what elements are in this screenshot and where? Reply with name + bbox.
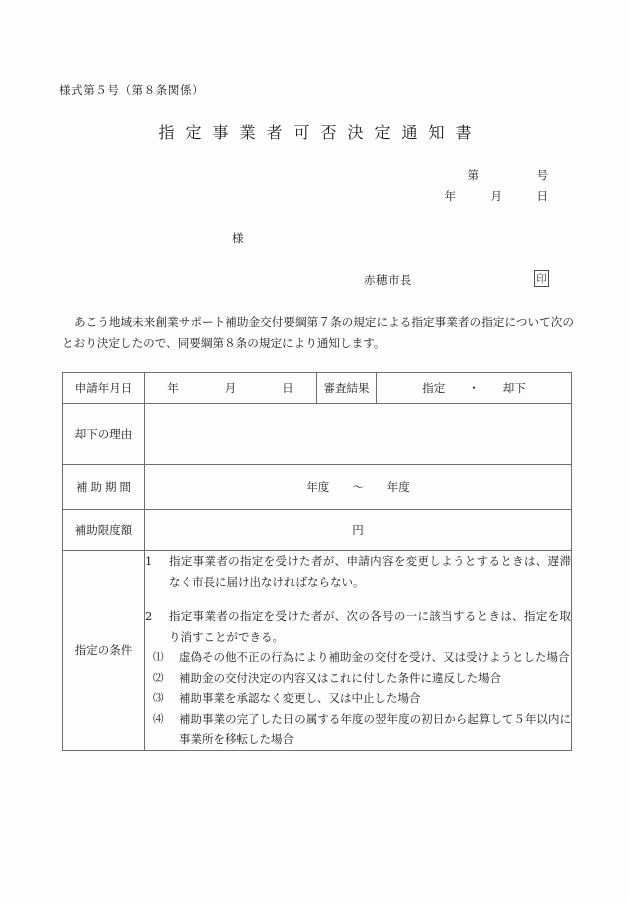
body-paragraph: あこう地域未来創業サポート補助金交付要綱第７条の規定による指定事業者の指定について次のとおり決定したので、同要綱第８条の規定により通知します。 [62, 315, 574, 350]
designation-conditions-label: 指定の条件 [63, 551, 145, 751]
condition-sub-4-number: ⑷ [153, 712, 164, 725]
condition-item-2 [145, 606, 571, 647]
table-row [63, 510, 572, 551]
designation-conditions-content [145, 551, 572, 751]
condition-sub-4 [145, 709, 571, 750]
application-date-label: 申請年月日 [63, 373, 145, 404]
condition-sub-2-number: ⑵ [153, 671, 164, 684]
reference-number: 第 号 [467, 168, 548, 182]
document-title: 指定事業者可否決定通知書 [158, 123, 483, 142]
condition-sub-3-text: 補助事業を承認なく変更し、又は中止した場合 [179, 691, 421, 705]
table-row [63, 404, 572, 465]
issuer-name: 赤穂市長 [364, 273, 412, 287]
decision-table [62, 372, 572, 751]
table-row [63, 465, 572, 510]
condition-item-1-text: 指定事業者の指定を受けた者が、申請内容を変更しようとするときは、遅滞なく市長に届け出なければならない。 [169, 554, 571, 589]
form-number: 様式第５号（第８条関係） [59, 83, 205, 97]
seal-icon: 印 [534, 270, 549, 287]
reference-block [330, 165, 560, 207]
addressee-honorific: 様 [232, 231, 244, 245]
subsidy-period-value[interactable]: 年度 ～ 年度 [145, 465, 572, 510]
condition-item-1 [145, 551, 571, 592]
table-row [63, 551, 572, 751]
subsidy-limit-value[interactable]: 円 [145, 510, 572, 551]
condition-item-2-text: 指定事業者の指定を受けた者が、次の各号の一に該当するときは、指定を取り消すことができる。 [169, 609, 571, 644]
subsidy-limit-label: 補助限度額 [63, 510, 145, 551]
application-date-value[interactable]: 年 月 日 [145, 373, 317, 404]
issue-date: 年 月 日 [444, 189, 548, 203]
table-row [63, 373, 572, 404]
review-result-label: 審査結果 [317, 373, 377, 404]
condition-sub-2 [145, 668, 571, 689]
condition-sub-3-number: ⑶ [153, 692, 164, 704]
rejection-reason-label: 却下の理由 [63, 404, 145, 465]
subsidy-period-label: 補助期間 [63, 465, 145, 510]
condition-item-1-number: 1 [145, 554, 153, 568]
review-result-options[interactable]: 指定 ・ 却下 [377, 373, 572, 404]
condition-sub-1 [145, 647, 571, 668]
condition-sub-1-number: ⑴ [153, 651, 164, 663]
condition-item-2-number: 2 [145, 609, 153, 623]
issuer-row [364, 270, 564, 292]
condition-spacer [145, 592, 571, 606]
rejection-reason-value[interactable] [145, 404, 572, 465]
condition-sub-2-text: 補助金の交付決定の内容又はこれに付した条件に違反した場合 [179, 670, 501, 685]
condition-sub-4-text: 補助事業の完了した日の属する年度の翌年度の初日から起算して５年以内に事業所を移転した場合 [179, 711, 571, 746]
condition-sub-3 [145, 688, 571, 709]
condition-sub-1-text: 虚偽その他不正の行為により補助金の交付を受け、又は受けようとした場合 [179, 650, 570, 664]
